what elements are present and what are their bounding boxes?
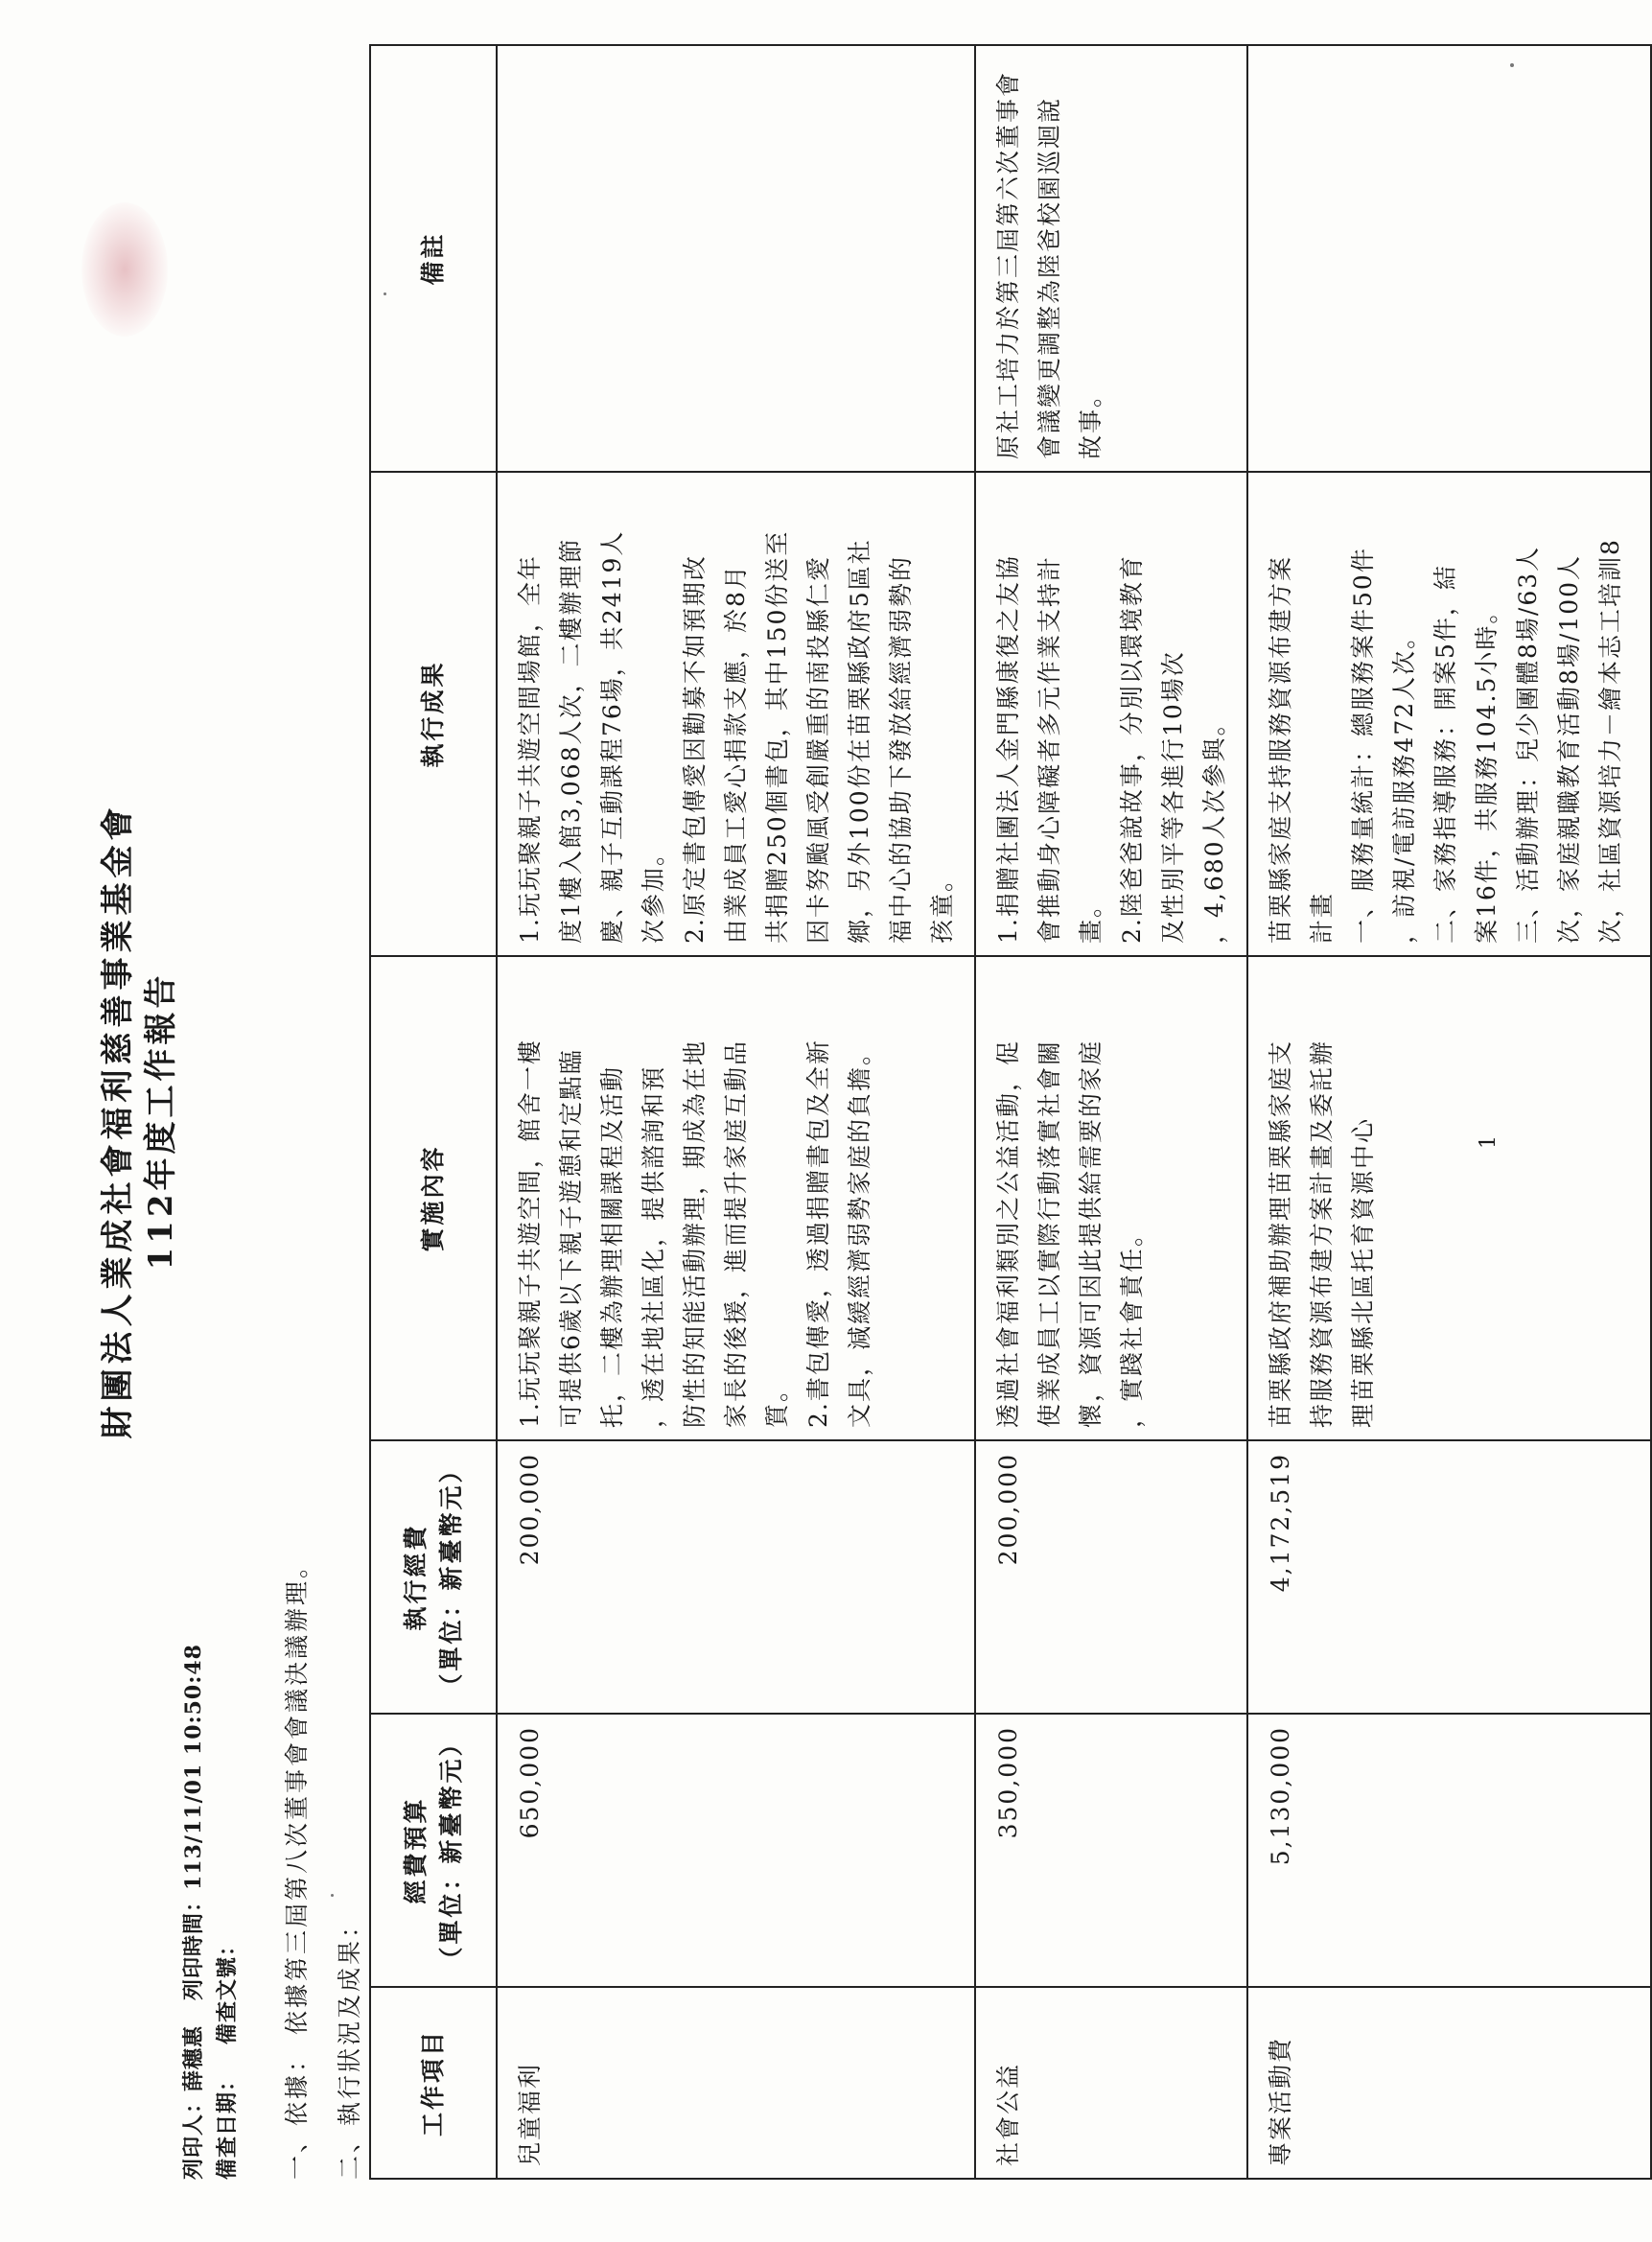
scan-speck: [331, 1894, 334, 1897]
table-row: [975, 45, 1247, 2179]
text-line: 2.陸爸爸說故事，分別以環境教育: [1118, 554, 1146, 944]
text-line: 畫。: [1077, 891, 1105, 944]
text-line: ，4,680人次參與。: [1200, 710, 1228, 944]
text-line: 1.捐贈社團法人金門縣康復之友協: [994, 554, 1022, 944]
cell-result: [497, 472, 975, 956]
cell-content: [975, 956, 1247, 1440]
text-line: 因卡努颱風受創嚴重的南投縣仁愛: [804, 554, 832, 944]
cell-spent: 4,172,519: [1247, 1440, 1651, 1714]
document-title: 財團法人業成社會福利慈善事業基金會: [99, 803, 137, 1439]
text-line: 故事。: [1077, 381, 1105, 459]
text-line: 鄉，另外100份在苗栗縣政府5區社: [846, 538, 873, 944]
text-line: ，實踐社會責任。: [1118, 1220, 1146, 1428]
text-line: 由業成員工愛心捐款支應，於8月: [722, 564, 750, 944]
print-time: 列印時間：113/11/01 10:50:48: [181, 1644, 206, 2000]
cell-note: [497, 45, 975, 472]
table-row: [1247, 45, 1651, 2179]
text-line: 2.書包傳愛，透過捐贈書包及全新: [804, 1039, 832, 1428]
table-row: [497, 45, 975, 2179]
text-line: 1.玩玩聚親子共遊空間場館，全年: [516, 554, 544, 944]
text-line: 案16件，共服務104.5小時。: [1473, 597, 1501, 944]
text-line: 可提供6歲以下親子遊憩和定點臨: [557, 1048, 585, 1428]
scan-speck: [384, 292, 386, 295]
text-line: 三、活動辦理：兒少團體8場/63人: [1514, 545, 1542, 944]
cell-note: [975, 45, 1247, 472]
text-line: 懷，資源可因此提供給需要的家庭: [1077, 1039, 1105, 1428]
text-line: ，透在地社區化，提供諮詢和預: [640, 1064, 667, 1428]
header-note: 備註: [370, 45, 497, 472]
text-line: 會議變更調整為陸爸校園巡迴說: [1035, 96, 1063, 459]
text-line: 原社工培力於第三屆第六次董事會: [994, 70, 1022, 459]
header-content: 實施內容: [370, 956, 497, 1440]
text-line: 苗栗縣家庭支持服務資源布建方案: [1267, 554, 1294, 944]
text-line: 透過社會福利類別之公益活動，促: [994, 1039, 1022, 1428]
text-line: 次，家庭親職教育活動8場/100人: [1555, 553, 1583, 944]
header-budget: 經費預算 （單位：新臺幣元）: [370, 1714, 497, 1987]
text-line: 二、家務指導服務：開案5件，結: [1431, 564, 1459, 944]
text-line: 理苗栗縣北區托育資源中心: [1349, 1116, 1377, 1428]
filing-ref: 備查文號：: [215, 1933, 240, 2044]
cell-note: [1247, 45, 1651, 472]
cell-spent: 200,000: [497, 1440, 975, 1714]
text-line: 及性別平等各進行10場次: [1159, 650, 1187, 944]
text-line: 孩童。: [928, 865, 956, 944]
printer-label: 列印人：薛穗惠: [181, 2024, 206, 2180]
text-line: 共捐贈250個書包，其中150份送至: [763, 529, 791, 944]
text-line: 防性的知能活動辦理，期成為在地: [681, 1039, 709, 1428]
cell-item: 社會公益: [975, 1987, 1247, 2179]
cell-result: [1247, 472, 1651, 956]
text-line: 福中心的協助下發放給經濟弱勢的: [887, 554, 915, 944]
text-line: ，訪視/電訪服務472人次。: [1390, 622, 1418, 944]
scan-speck: [1510, 63, 1514, 67]
page-number: 1: [1477, 1135, 1501, 1149]
header-result: 執行成果: [370, 472, 497, 956]
text-line: 家長的後援，進而提升家庭互動品: [722, 1039, 750, 1428]
cell-item: 專案活動費: [1247, 1987, 1651, 2179]
header-item: 工作項目: [370, 1987, 497, 2179]
table-header-row: [370, 45, 497, 2179]
document-subtitle: 112年度工作報告: [142, 971, 180, 1271]
text-line: 質。: [763, 1375, 791, 1428]
text-line: 托，二樓為辦理相關課程及活動: [598, 1064, 626, 1428]
filing-date: 備查日期：: [215, 2068, 240, 2180]
text-line: 苗栗縣政府補助辦理苗栗縣家庭支: [1267, 1039, 1294, 1428]
filing-info: [211, 1934, 241, 2180]
work-report-table: [369, 44, 1652, 2180]
text-line: 度1樓入館3,068人次，二樓辦理節: [557, 537, 585, 944]
text-line: 次，社區資源培力－繪本志工培訓8: [1596, 538, 1624, 944]
text-line: 文具，減緩經濟弱勢家庭的負擔。: [846, 1039, 873, 1428]
text-line: 會推動身心障礙者多元作業支持計: [1035, 554, 1063, 944]
cell-content: [497, 956, 975, 1440]
cell-budget: 5,130,000: [1247, 1714, 1651, 1987]
cell-budget: 650,000: [497, 1714, 975, 1987]
cell-result: [975, 472, 1247, 956]
text-line: 1.玩玩聚親子共遊空間，館舍一樓: [516, 1039, 544, 1428]
text-line: 一、服務量統計：總服務案件50件: [1349, 547, 1377, 944]
cell-content: [1247, 956, 1651, 1440]
status-heading: 二、執行狀況及成果：: [336, 1910, 363, 2180]
text-line: 慶、親子互動課程76場，共2419人: [598, 529, 626, 944]
cell-spent: 200,000: [975, 1440, 1247, 1714]
text-line: 計畫: [1308, 891, 1336, 944]
basis-statement: 一、依據： 依據第三屆第八次董事會會議決議辦理。: [283, 1552, 311, 2180]
text-line: 2.原定書包傳愛因勸募不如預期改: [681, 554, 709, 944]
text-line: 使業成員工以實際行動落實社會關: [1035, 1039, 1063, 1428]
text-line: 持服務資源布建方案計畫及委託辦: [1308, 1039, 1336, 1428]
cell-item: 兒童福利: [497, 1987, 975, 2179]
header-spent: 執行經費 （單位：新臺幣元）: [370, 1440, 497, 1714]
text-line: 次參加。: [640, 839, 667, 944]
print-info: [177, 1644, 207, 2180]
cell-budget: 350,000: [975, 1714, 1247, 1987]
